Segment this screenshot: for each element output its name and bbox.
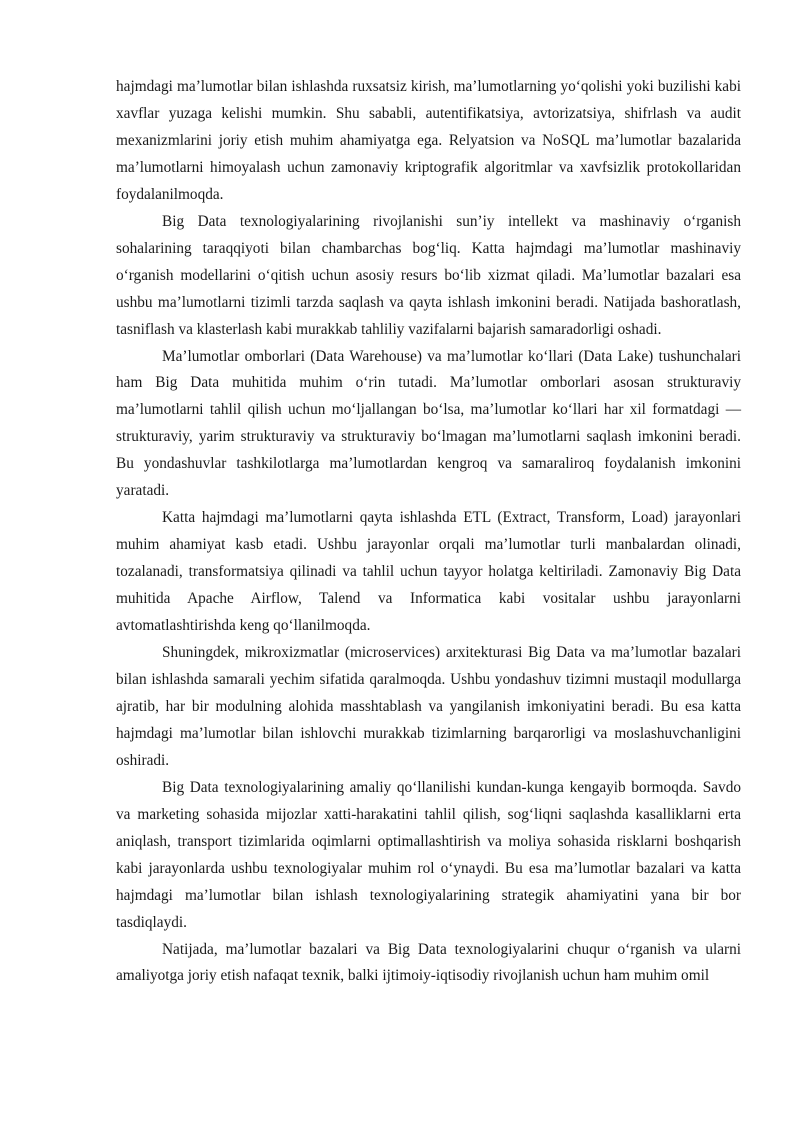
paragraph-big-data-ai: Big Data texnologiyalarining rivojlanishi sun’iy intellekt va mashinaviy o‘rganish sohalarining taraqqiyoti bilan chambarchas bog‘liq. Katta hajmdagi ma’lumotlar mashinaviy o‘rganish modellarini o‘qitish uchun asosiy resurs bo‘lib xizmat qiladi. Ma’lumotlar bazalari esa ushbu ma’lumotlarni tizimli tarzda saqlash va qayta ishlash imkonini beradi. Natijada bashoratlash, tasniflash va klasterlash kabi murakkab tahliliy vazifalarni bajarish samaradorligi oshadi. (116, 212, 741, 338)
paragraph-continuation-security: hajmdagi ma’lumotlar bilan ishlashda ruxsatsiz kirish, ma’lumotlarning yo‘qolishi yoki buzilishi kabi xavflar yuzaga kelishi mumkin. Shu sababli, autentifikatsiya, avtorizatsiya, shifrlash va audit mexanizmlarini joriy etish muhim ahamiyatga ega. Relyatsion va NoSQL ma’lumotlar bazalarida ma’lumotlarni himoyalash uchun zamonaviy kriptografik algoritmlar va xavfsizlik protokollaridan foydalanilmoqda. (116, 78, 741, 203)
paragraph-conclusion: Natijada, ma’lumotlar bazalari va Big Data texnologiyalarini chuqur o‘rganish va ularni amaliyotga joriy etish nafaqat texnik, balki ijtimoiy-iqtisodiy rivojlanish uchun ham muhim omil (116, 940, 741, 985)
document-page (116, 74, 741, 990)
paragraph-etl: Katta hajmdagi ma’lumotlarni qayta ishlashda ETL (Extract, Transform, Load) jarayonlari muhim ahamiyat kasb etadi. Ushbu jarayonlar orqali ma’lumotlar turli manbalardan olinadi, tozalanadi, transformatsiya qilinadi va tahlil uchun tayyor holatga keltiriladi. Zamonaviy Big Data muhitida Apache Airflow, Talend va Informatica kabi vositalar ushbu jarayonlarni avtomatlashtirishda keng qo‘llanilmoqda. (116, 509, 741, 635)
paragraph-applications: Big Data texnologiyalarining amaliy qo‘llanilishi kundan-kunga kengayib bormoqda. Savdo va marketing sohasida mijozlar xatti-harakatini tahlil qilish, sog‘liqni saqlashda kasalliklarni erta aniqlash, transport tizimlarida oqimlarni optimallashtirish va moliya sohasida risklarni boshqarish kabi jarayonlarda ushbu texnologiyalar muhim rol o‘ynaydi. Bu esa ma’lumotlar bazalari va katta hajmdagi ma’lumotlar bilan ishlash texnologiyalarining strategik ahamiyatini yana bir bor tasdiqlaydi. (116, 778, 741, 931)
paragraph-microservices: Shuningdek, mikroxizmatlar (microservices) arxitekturasi Big Data va ma’lumotlar bazalari bilan ishlashda samarali yechim sifatida qaralmoqda. Ushbu yondashuv tizimni mustaqil modullarga ajratib, har bir modulning alohida masshtablash va yangilanish imkoniyatini beradi. Bu esa katta hajmdagi ma’lumotlar bilan ishlovchi murakkab tizimlarning barqarorligi va moslashuvchanligini oshiradi. (116, 644, 741, 769)
paragraph-data-warehouse-lake: Ma’lumotlar omborlari (Data Warehouse) va ma’lumotlar ko‘llari (Data Lake) tushunchalari ham Big Data muhitida muhim o‘rin tutadi. Ma’lumotlar omborlari asosan strukturaviy ma’lumotlarni tahlil qilish uchun mo‘ljallangan bo‘lsa, ma’lumotlar ko‘llari har xil formatdagi — strukturaviy, yarim strukturaviy va strukturaviy bo‘lmagan ma’lumotlarni saqlash imkonini beradi. Bu yondashuvlar tashkilotlarga ma’lumotlardan kengroq va samaraliroq foydalanish imkonini yaratadi. (116, 347, 741, 500)
